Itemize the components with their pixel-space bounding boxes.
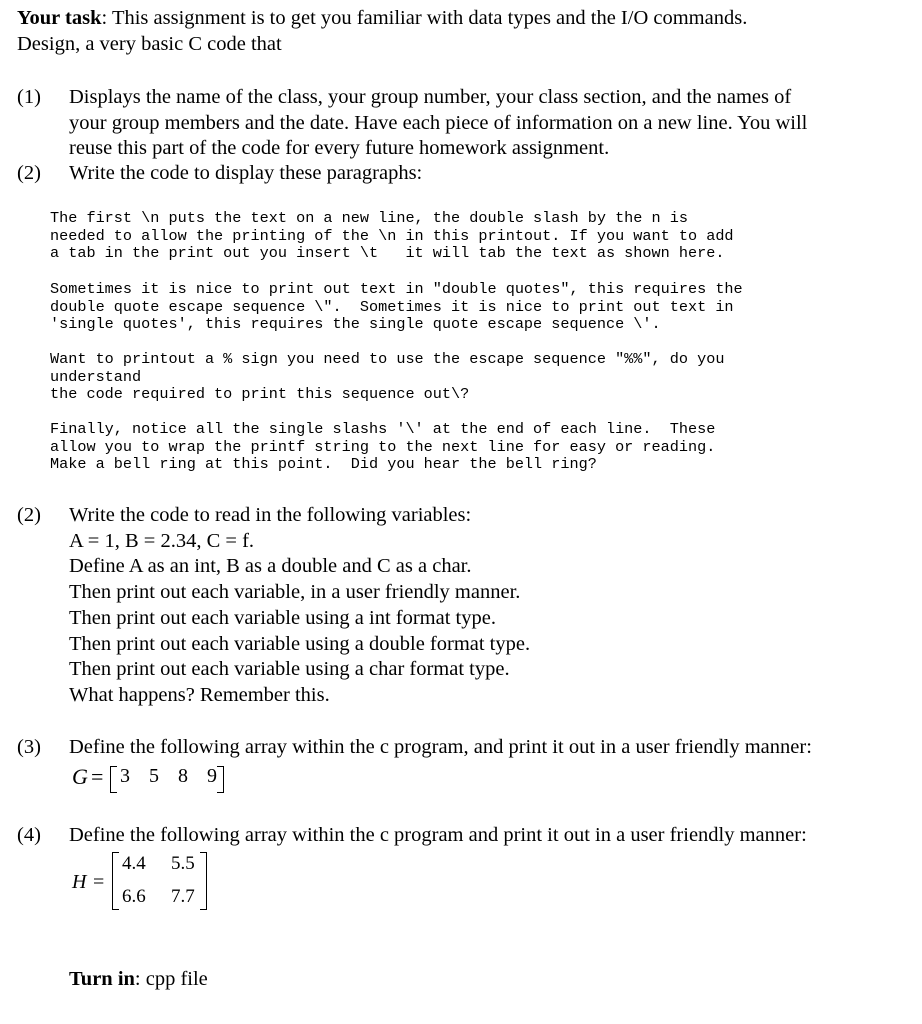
item-4-number: (3) [17, 736, 41, 758]
matrix-g-value: 3 [120, 765, 130, 787]
matrix-h-right-bracket [200, 852, 207, 910]
turn-in-line: Turn in: cpp file [69, 968, 208, 990]
matrix-h-cell: 7.7 [171, 886, 195, 907]
code-paragraph-3: Want to printout a % sign you need to use the escape sequence "%%", do you understand the code required to print this sequence out\? [50, 350, 725, 404]
item-2-number: (2) [17, 162, 41, 184]
matrix-g-equals: = [91, 764, 104, 789]
matrix-h-equals: = [93, 871, 105, 893]
matrix-g-value: 9 [207, 765, 217, 787]
matrix-h-cell: 5.5 [171, 853, 195, 874]
intro-line-1: Your task: This assignment is to get you familiar with data types and the I/O commands. [17, 7, 748, 29]
turn-in-label: Turn in [69, 968, 135, 990]
item-1-number: (1) [17, 86, 41, 108]
matrix-g-right-bracket [217, 766, 224, 793]
code-paragraph-2: Sometimes it is nice to print out text in "double quotes", this requires the double quote escape sequence \". Sometimes it is nice to print out text in 'single quotes', this requires the single quote escape sequence \'. [50, 280, 743, 334]
code-paragraph-4: Finally, notice all the single slashs '\' at the end of each line. These allow you to wrap the printf string to the next line for easy or reading. Make a bell ring at this point. Did you hear the bell ring? [50, 420, 716, 474]
matrix-g-value: 5 [149, 765, 159, 787]
intro-line-2: Design, a very basic C code that [17, 33, 282, 55]
item-3-number: (2) [17, 504, 41, 526]
matrix-h-left-bracket [112, 852, 119, 910]
item-5-number: (4) [17, 824, 41, 846]
item-4-text: Define the following array within the c program, and print it out in a user friendly manner: [69, 736, 812, 758]
item-1-text: Displays the name of the class, your group number, your class section, and the names of your group members and the date. Have each piece of information on a new line. You will reuse this part of the code for every future homework assignment. [69, 86, 808, 160]
item-2-text: Write the code to display these paragraphs: [69, 162, 423, 184]
matrix-h-cell: 4.4 [122, 853, 146, 874]
matrix-h-cell: 6.6 [122, 886, 146, 907]
item-5-text: Define the following array within the c program and print it out in a user friendly manner: [69, 824, 807, 846]
matrix-g-name: G [72, 764, 88, 789]
matrix-g-left-bracket [110, 766, 117, 793]
matrix-h-name: H [72, 871, 87, 893]
your-task-label: Your task [17, 7, 102, 29]
matrix-g-value: 8 [178, 765, 188, 787]
code-paragraph-1: The first \n puts the text on a new line, the double slash by the n is needed to allow the printing of the \n in this printout. If you want to add a tab in the print out you insert \t it will tab the text as shown here. [50, 209, 734, 263]
item-3-text: Write the code to read in the following variables: A = 1, B = 2.34, C = f. Define A as an int, B as a double and C as a char. Then print out each variable, in a user friendly manner. Then print out each variable using a int format type. Then print out each variable using a double format type. Then print out each variable using a char format type. What happens? Remember this. [69, 504, 531, 706]
